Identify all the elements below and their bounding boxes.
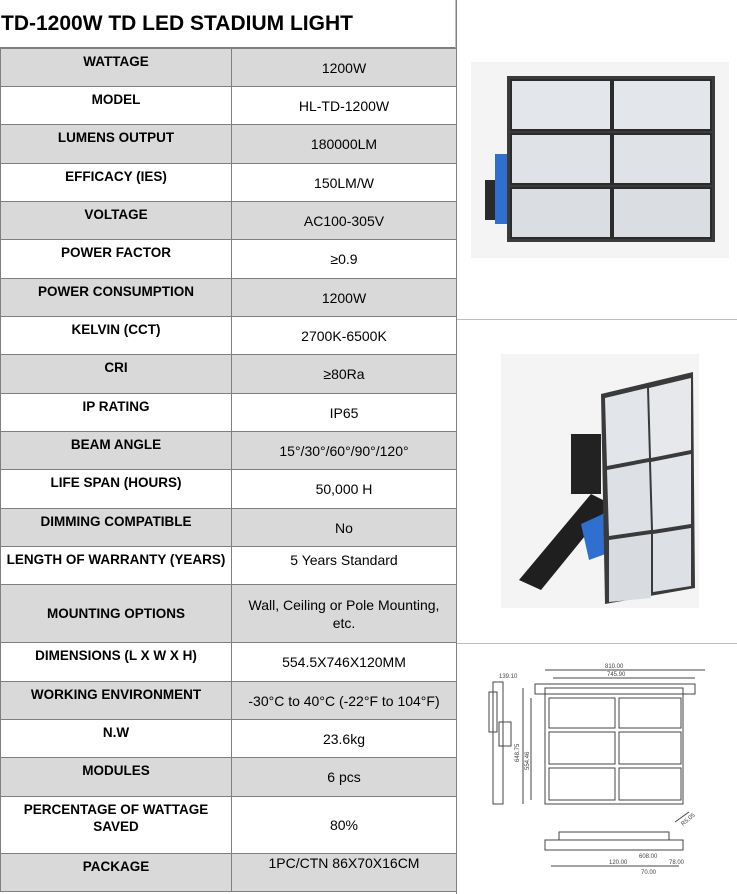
spec-value: 15°/30°/60°/90°/120°: [232, 432, 457, 470]
spec-label: POWER FACTOR: [1, 240, 232, 279]
spec-row-lumens: [1, 125, 457, 164]
spec-label: PERCENTAGE OF WATTAGE SAVED: [1, 797, 232, 854]
spec-value: 23.6kg: [232, 720, 457, 758]
spec-row-power-consumption: [1, 279, 457, 317]
spec-row-cri: [1, 355, 457, 394]
spec-label: VOLTAGE: [1, 202, 232, 240]
spec-label: MOUNTING OPTIONS: [1, 585, 232, 643]
spec-row-beam-angle: [1, 432, 457, 470]
spec-value: ≥80Ra: [232, 355, 457, 394]
page-title: TD-1200W TD LED STADIUM LIGHT: [0, 0, 456, 48]
dimension-label: 608.00: [639, 854, 658, 860]
spec-value: 180000LM: [232, 125, 457, 164]
spec-row-mounting: [1, 585, 457, 643]
spec-value: -30°C to 40°C (-22°F to 104°F): [232, 682, 457, 720]
spec-row-kelvin: [1, 317, 457, 355]
spec-row-weight: [1, 720, 457, 758]
dimension-label: 78.00: [669, 860, 685, 866]
spec-label: EFFICACY (IES): [1, 164, 232, 202]
spec-row-wattage: [1, 49, 457, 87]
spec-row-dimensions: [1, 643, 457, 682]
spec-value: No: [232, 509, 457, 547]
spec-value: 1200W: [232, 49, 457, 87]
dimension-label: 120.00: [609, 860, 628, 866]
spec-row-voltage: [1, 202, 457, 240]
spec-row-power-factor: [1, 240, 457, 279]
spec-label: WORKING ENVIRONMENT: [1, 682, 232, 720]
spec-label: N.W: [1, 720, 232, 758]
dimension-label: R5.05: [680, 812, 697, 828]
spec-label: DIMMING COMPATIBLE: [1, 509, 232, 547]
spec-label: MODEL: [1, 87, 232, 125]
spec-value: 50,000 H: [232, 470, 457, 509]
dimension-label: 810.00: [605, 664, 624, 670]
spec-value: 150LM/W: [232, 164, 457, 202]
spec-value: HL-TD-1200W: [232, 87, 457, 125]
spec-value: AC100-305V: [232, 202, 457, 240]
spec-row-modules: [1, 758, 457, 797]
spec-label: KELVIN (CCT): [1, 317, 232, 355]
spec-value: IP65: [232, 394, 457, 432]
spec-value: 5 Years Standard: [232, 547, 457, 585]
spec-value: 1200W: [232, 279, 457, 317]
product-front-image: [471, 62, 729, 258]
spec-label: PACKAGE: [1, 854, 232, 892]
image-column: [456, 0, 737, 894]
spec-label: BEAM ANGLE: [1, 432, 232, 470]
dimension-label: 70.00: [641, 870, 657, 876]
spec-value: 80%: [232, 797, 457, 854]
product-front-image-cell: [457, 0, 737, 320]
spec-label: IP RATING: [1, 394, 232, 432]
dimension-label: 648.75: [515, 743, 521, 762]
spec-label: MODULES: [1, 758, 232, 797]
spec-row-model: [1, 87, 457, 125]
spec-value: ≥0.9: [232, 240, 457, 279]
spec-label: CRI: [1, 355, 232, 394]
spec-value: 6 pcs: [232, 758, 457, 797]
spec-label: POWER CONSUMPTION: [1, 279, 232, 317]
spec-value: 554.5X746X120MM: [232, 643, 457, 682]
spec-row-wattage-saved: [1, 797, 457, 854]
spec-row-working-environment: [1, 682, 457, 720]
spec-label: LUMENS OUTPUT: [1, 125, 232, 164]
spec-row-dimming: [1, 509, 457, 547]
spec-row-package: [1, 854, 457, 892]
spec-value: 2700K-6500K: [232, 317, 457, 355]
technical-drawing: [479, 662, 729, 878]
product-angled-image: [501, 354, 699, 608]
spec-row-life-span: [1, 470, 457, 509]
technical-drawing-cell: [457, 644, 737, 894]
spec-label: LIFE SPAN (HOURS): [1, 470, 232, 509]
dimension-label: 745.90: [607, 672, 626, 678]
spec-row-efficacy: [1, 164, 457, 202]
spec-table: [0, 48, 457, 892]
spec-label: LENGTH OF WARRANTY (YEARS): [1, 547, 232, 585]
spec-label: WATTAGE: [1, 49, 232, 87]
product-angled-image-cell: [457, 320, 737, 644]
spec-row-warranty: [1, 547, 457, 585]
spec-value: 1PC/CTN 86X70X16CM: [232, 854, 457, 892]
spec-label: DIMENSIONS (L X W X H): [1, 643, 232, 682]
dimension-label: 139.10: [499, 674, 518, 680]
dimension-label: 554.46: [525, 751, 531, 770]
spec-row-ip-rating: [1, 394, 457, 432]
spec-value: Wall, Ceiling or Pole Mounting, etc.: [232, 585, 457, 643]
